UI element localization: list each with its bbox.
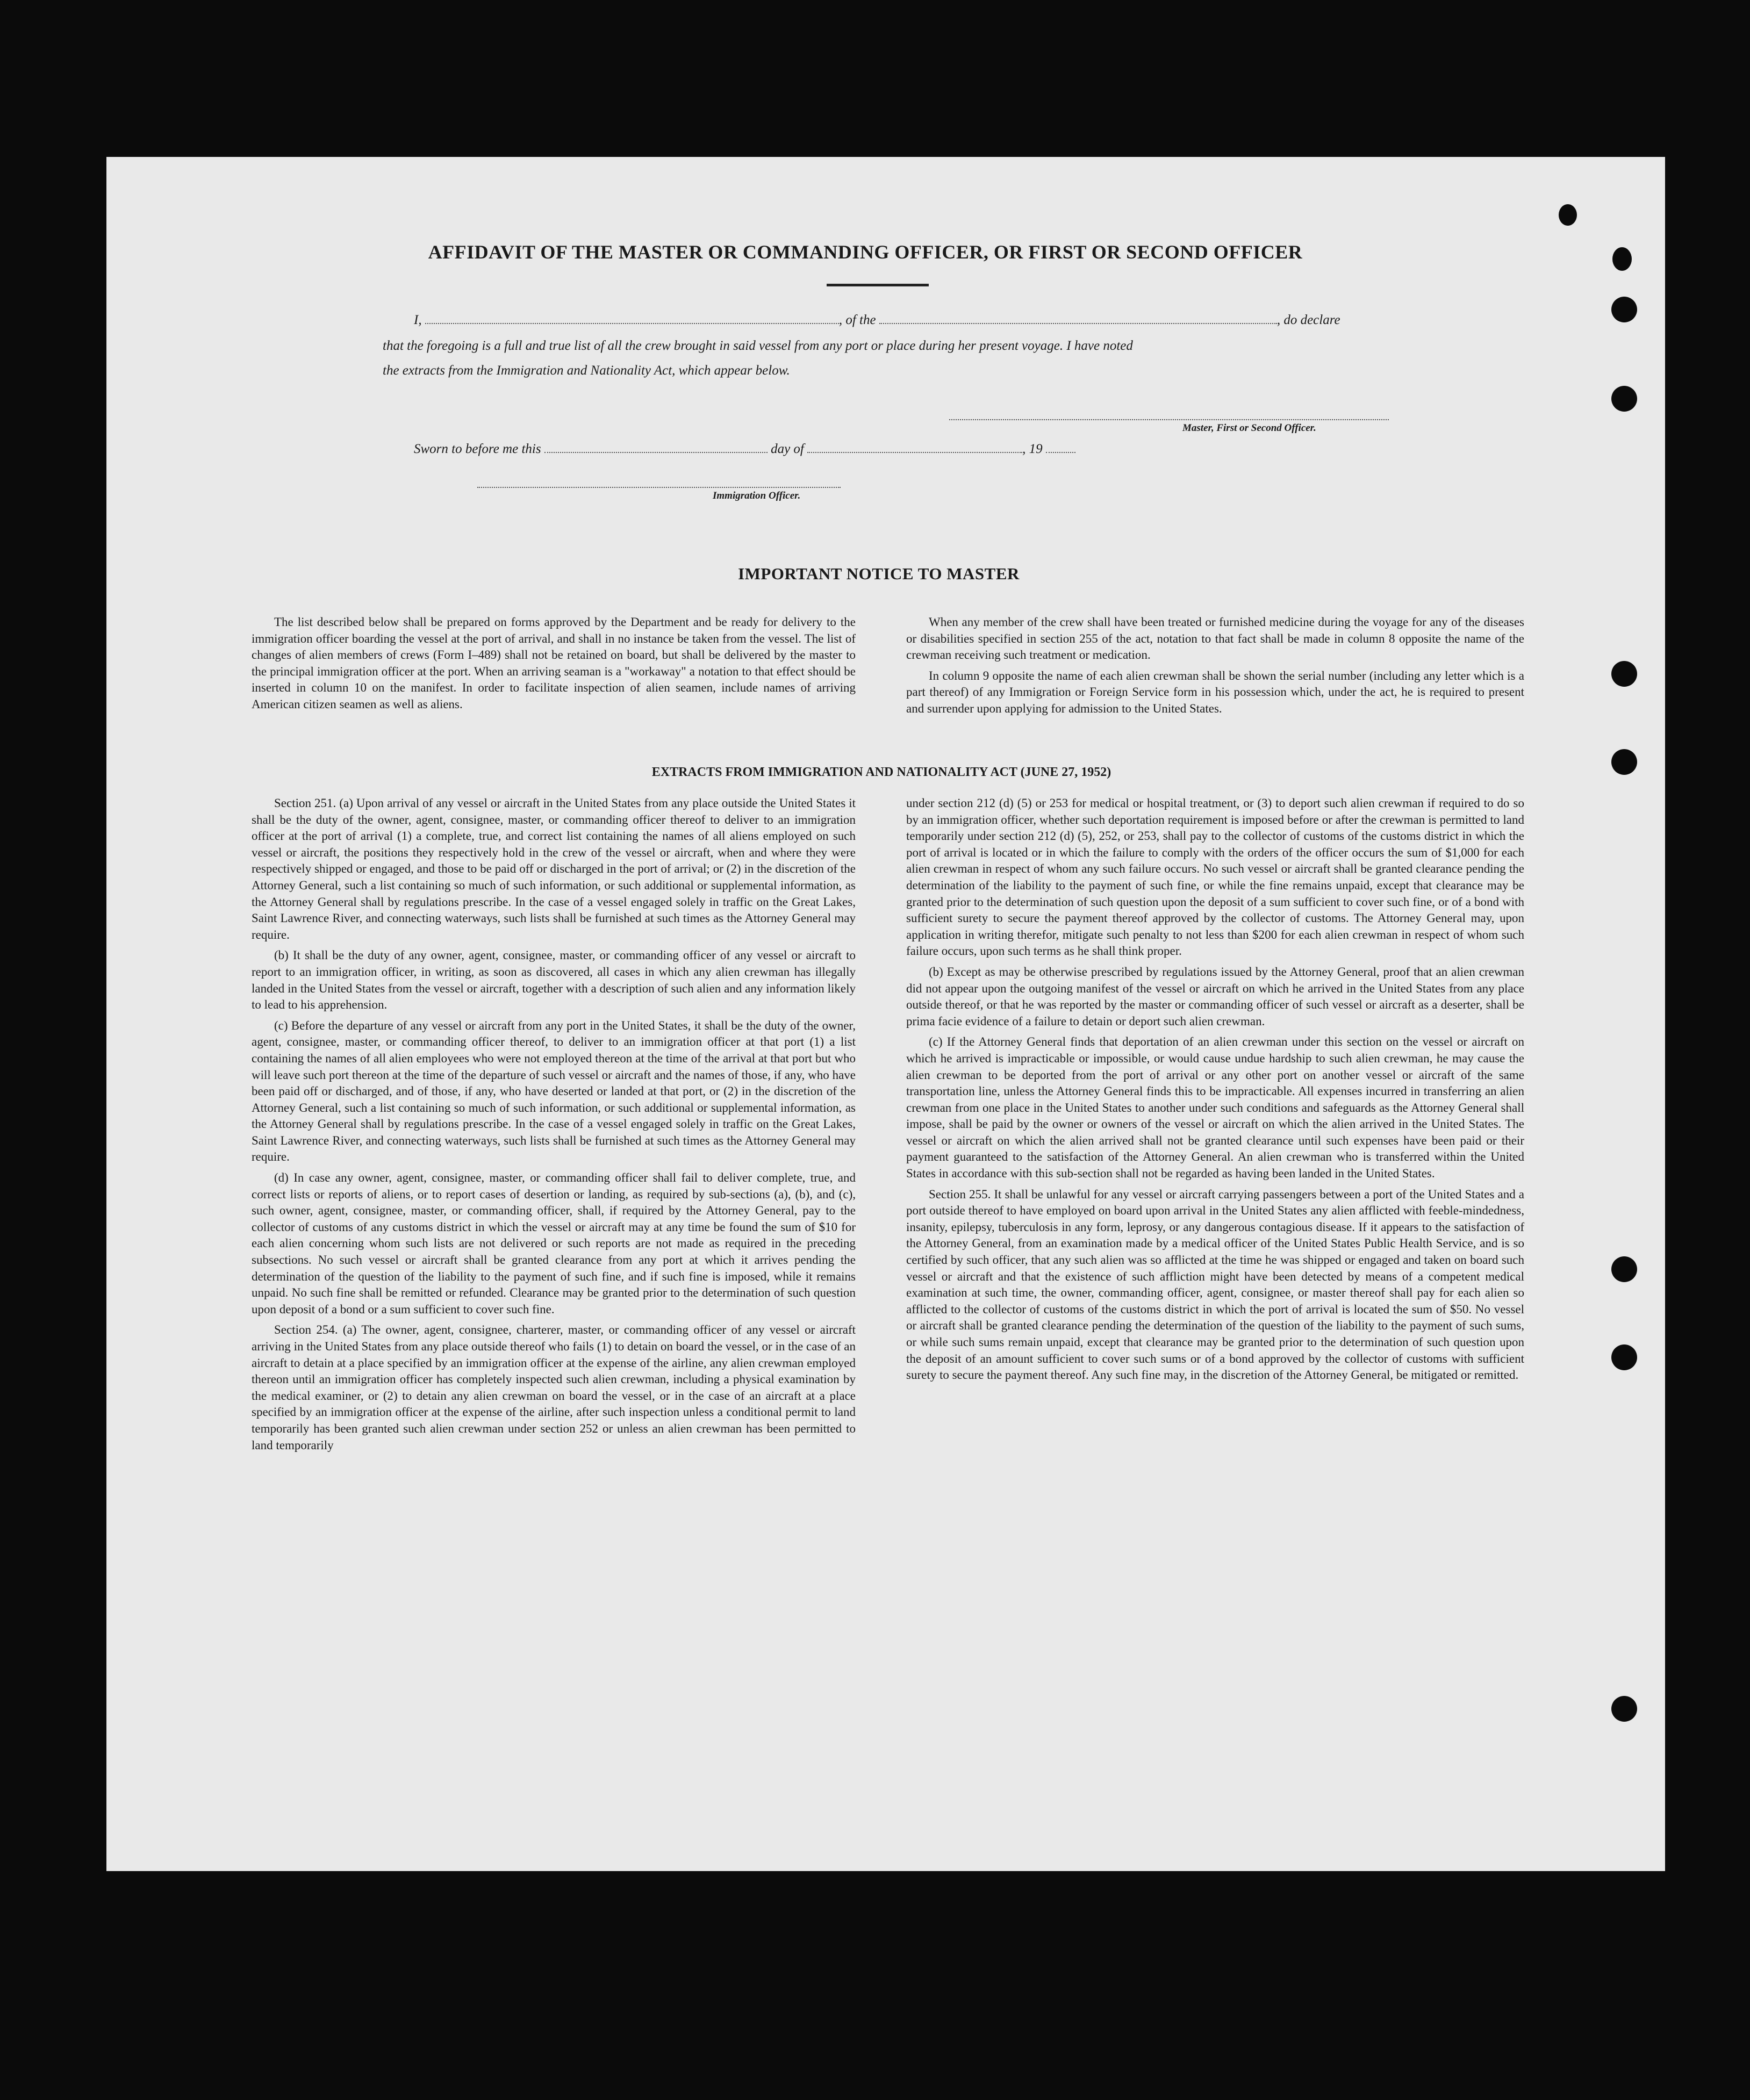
day-of-label: day of bbox=[771, 442, 804, 456]
notice-paragraph: When any member of the crew shall have been treated or furnished medicine during the voyage for any of the diseases or disabilities specified in section 255 of the act, notation to that fact shall be made in column 8 opposite the name of the crewman receiving such treatment or medication. bbox=[906, 615, 1524, 662]
punch-hole bbox=[1611, 386, 1637, 412]
punch-hole bbox=[1612, 247, 1632, 271]
vessel-prefix: , of the bbox=[838, 313, 876, 327]
affidavit-line-1 bbox=[414, 313, 1340, 328]
declarant-name-field[interactable] bbox=[425, 321, 839, 324]
sworn-day-field[interactable] bbox=[544, 450, 768, 453]
year-label: , 19 bbox=[1022, 442, 1043, 456]
notice-right-column bbox=[906, 614, 1524, 722]
affidavit-line-3: the extracts from the Immigration and Nationality Act, which appear below. bbox=[383, 363, 790, 378]
section-254c: (c) If the Attorney General finds that deportation of an alien crewman under this section on the vessel or aircraft on which he arrived is impracticable or impossible, or would cause undue hardship to such alien crewman, he may cause the alien crewman to be deported from the port of arrival or any other port on another vessel or aircraft of the same transportation line, unless the Attorney General finds this to be impracticable. All expenses incurred in transferring an alien crewman from one place in the United States to another under such conditions and safeguards as the Attorney General shall impose, shall be paid by the owner or owners of the vessel or aircraft on which the alien arrived in the United States. The vessel or aircraft on which the alien arrived shall not be granted clearance until such expenses have been paid or their payment guaranteed to the satisfaction of the Attorney General. An alien crewman who is transferred within the United States in accordance with this sub-section shall not be regarded as having been landed in the United States. bbox=[906, 1035, 1524, 1181]
punch-hole bbox=[1611, 1256, 1637, 1282]
officer-signature-line[interactable] bbox=[477, 487, 841, 488]
punch-hole bbox=[1559, 204, 1577, 226]
affidavit-line-2: that the foregoing is a full and true list of all the crew brought in said vessel from any port or place during her present voyage. I have noted bbox=[383, 339, 1133, 353]
master-signature-line[interactable] bbox=[949, 419, 1389, 420]
section-254a-continued: under section 212 (d) (5) or 253 for medical or hospital treatment, or (3) to deport such alien crewman if required to do so by an immigration officer, whether such deportation requirement is imposed before or after the crewman is permitted to land temporarily under section 212 (d) (5), 252, or 253, shall pay to the collector of customs of the customs district in which the port of arrival is located or in which the failure to comply with the orders of the officer occurs the sum of $1,000 for each alien crewman in respect of whom any such failure occurs. No such vessel or aircraft shall be granted clearance pending the determination of the liability to the payment of such fine, or while the fine remains unpaid, except that clearance may be granted prior to the determination of such question upon the deposit of a sum sufficient to cover such fine, or of a bond with sufficient surety to secure the payment thereof approved by the collector of customs. The Attorney General may, upon application in writing therefor, mitigate such penalty to not less than $200 for each alien crewman in respect of whom such failure occurs, upon such terms as he shall think proper. bbox=[906, 796, 1524, 958]
punch-hole bbox=[1611, 1344, 1637, 1370]
section-251a: Section 251. (a) Upon arrival of any vessel or aircraft in the United States from any place outside the United States it shall be the duty of the owner, agent, consignee, master, or commanding officer thereof to deliver to an immigration officer at the port of arrival (1) a complete, true, and correct list containing the names of all aliens employed on such vessel or aircraft, the positions they respectively hold in the crew of the vessel or aircraft, when and where they were respectively shipped or engaged, and those to be paid off or discharged in the port of arrival; or (2) in the discretion of the Attorney General, such a list containing so much of such information, or such additional or supplemental information, as the Attorney General shall by regulations prescribe. In the case of a vessel engaged solely in traffic on the Great Lakes, Saint Lawrence River, and connecting waterways, such lists shall be furnished at such times as the Attorney General may require. bbox=[252, 796, 856, 941]
sworn-label: Sworn to before me this bbox=[414, 442, 541, 456]
section-254b: (b) Except as may be otherwise prescribed by regulations issued by the Attorney General, proof that an alien crewman did not appear upon the outgoing manifest of the vessel or aircraft on which he arrived in the United States from any place outside thereof, or that he was reported by the master or commanding officer of such vessel or aircraft as a deserter, shall be prima facie evidence of a failure to detain or deport such alien crewman. bbox=[906, 965, 1524, 1028]
section-251c: (c) Before the departure of any vessel or aircraft from any port in the United States, it shall be the duty of the owner, agent, consignee, master, or commanding officer thereof, to deliver to an immigration officer at that port (1) a list containing the names of all alien employees who were not employed thereon at the time of the arrival at that port but who will leave such port thereon at the time of the departure of such vessel or aircraft and the names of those, if any, who have been paid off or discharged, and of those, if any, who have deserted or landed at that port, or (2) in the discretion of the Attorney General, such a list containing so much of such information, or such additional or supplemental information, as the Attorney General shall by regulations prescribe. In the case of a vessel engaged solely in traffic on the Great Lakes, Saint Lawrence River, and connecting waterways, such lists shall be furnished at such times as the Attorney General may require. bbox=[252, 1018, 856, 1164]
section-254a: Section 254. (a) The owner, agent, consignee, charterer, master, or commanding officer of any vessel or aircraft arriving in the United States from any place outside thereof who fails (1) to detain on board the vessel, or in the case of an aircraft to detain at a place specified by an immigration officer at the expense of the airline, any alien crewman employed thereon until an immigration officer has completely inspected such alien crewman, including a physical examination by the medical examiner, or (2) to detain any alien crewman on board the vessel, or in the case of an aircraft at a place specified by an immigration officer at the expense of the airline, after such inspection unless a conditional permit to land temporarily has been granted such alien crewman under section 252 or unless an alien crewman has been permitted to land temporarily bbox=[252, 1323, 856, 1452]
punch-hole bbox=[1611, 661, 1637, 687]
declarant-prefix: I, bbox=[414, 313, 422, 327]
notice-title: IMPORTANT NOTICE TO MASTER bbox=[738, 564, 1020, 583]
extracts-right-column bbox=[906, 795, 1524, 1388]
declare-suffix: , do declare bbox=[1276, 313, 1340, 327]
officer-signature-label: Immigration Officer. bbox=[713, 490, 801, 501]
extracts-left-column bbox=[252, 795, 856, 1458]
title-rule bbox=[827, 284, 929, 286]
notice-left-column bbox=[252, 614, 856, 717]
sworn-month-field[interactable] bbox=[807, 450, 1022, 453]
notice-paragraph: In column 9 opposite the name of each alien crewman shall be shown the serial number (including any letter which is a part thereof) of any Immigration or Foreign Service form in his possession which, under the act, he is required to present and surrender upon applying for admission to the United States. bbox=[906, 668, 1524, 715]
vessel-name-field[interactable] bbox=[879, 321, 1277, 324]
punch-hole bbox=[1611, 1696, 1637, 1722]
section-251b: (b) It shall be the duty of any owner, agent, consignee, master, or commanding officer of any vessel or aircraft to report to an immigration officer, in writing, as soon as discovered, all cases in which any alien crewman has illegally landed in the United States from the vessel or aircraft, together with a description of such alien and any information likely to lead to his apprehension. bbox=[252, 948, 856, 1012]
notice-paragraph: The list described below shall be prepared on forms approved by the Department and be ready for delivery to the immigration officer boarding the vessel at the port of arrival, and shall in no instance be taken from the vessel. The list of changes of alien members of crews (Form I–489) shall not be retained on board, but shall be delivered by the master to the principal immigration officer at the port. When an arriving seaman is a "workaway" a notation to that effect should be inserted in column 10 on the manifest. In order to facilitate inspection of alien seamen, include names of arriving American citizen seamen as well as aliens. bbox=[252, 615, 856, 711]
sworn-line bbox=[414, 442, 1075, 457]
master-signature-label: Master, First or Second Officer. bbox=[1182, 422, 1316, 434]
extracts-title: EXTRACTS FROM IMMIGRATION AND NATIONALITY ACT (JUNE 27, 1952) bbox=[651, 765, 1111, 779]
section-251d: (d) In case any owner, agent, consignee, master, or commanding officer shall fail to deliver complete, true, and correct lists or reports of aliens, or to report cases of desertion or landing, as required by sub-sections (a), (b), and (c), such owner, agent, consignee, master, or commanding officer, shall, if required by the Attorney General, pay to the collector of customs of any customs district in which the vessel or aircraft may at any time be found the sum of $10 for each alien concerning whom such lists are not delivered or such reports are not made as required in the preceding subsections. No such vessel or aircraft shall be granted clearance from any port at which it arrives pending the determination of the question of the liability to the payment of such fine, and if such fine is imposed, while it remains unpaid. No such fine shall be remitted or refunded. Clearance may be granted prior to the determination of such question upon deposit of a bond or a sum sufficient to cover such fine. bbox=[252, 1171, 856, 1316]
affidavit-title: AFFIDAVIT OF THE MASTER OR COMMANDING OFFICER, OR FIRST OR SECOND OFFICER bbox=[428, 241, 1303, 263]
punch-hole bbox=[1611, 749, 1637, 775]
section-255: Section 255. It shall be unlawful for any vessel or aircraft carrying passengers between a port of the United States and a port outside thereof to have employed on board upon arrival in the United States any alien afflicted with feeble-mindedness, insanity, epilepsy, tuberculosis in any form, leprosy, or any dangerous contagious disease. If it appears to the satisfaction of the Attorney General, from an examination made by a medical officer of the United States Public Health Service, and is so certified by such officer, that any such alien was so afflicted at the time he was shipped or engaged and taken on board such vessel or aircraft and that the existence of such affliction might have been detected by means of a competent medical examination at such time, the owner, commanding officer, agent, consignee, or master thereof shall pay for each alien so afflicted to the collector of customs of the customs district in which the port of arrival is located the sum of $50. No vessel or aircraft shall be granted clearance pending the determination of the question of the liability to the payment of such sums, or while such sums remain unpaid, except that clearance may be granted prior to the determination of such question upon the deposit of an amount sufficient to cover such sums or of a bond approved by the collector of customs with sufficient surety to secure the payment thereof. Any such fine may, in the discretion of the Attorney General, be mitigated or remitted. bbox=[906, 1187, 1524, 1382]
sworn-year-field[interactable] bbox=[1046, 450, 1075, 453]
punch-hole bbox=[1611, 297, 1637, 322]
